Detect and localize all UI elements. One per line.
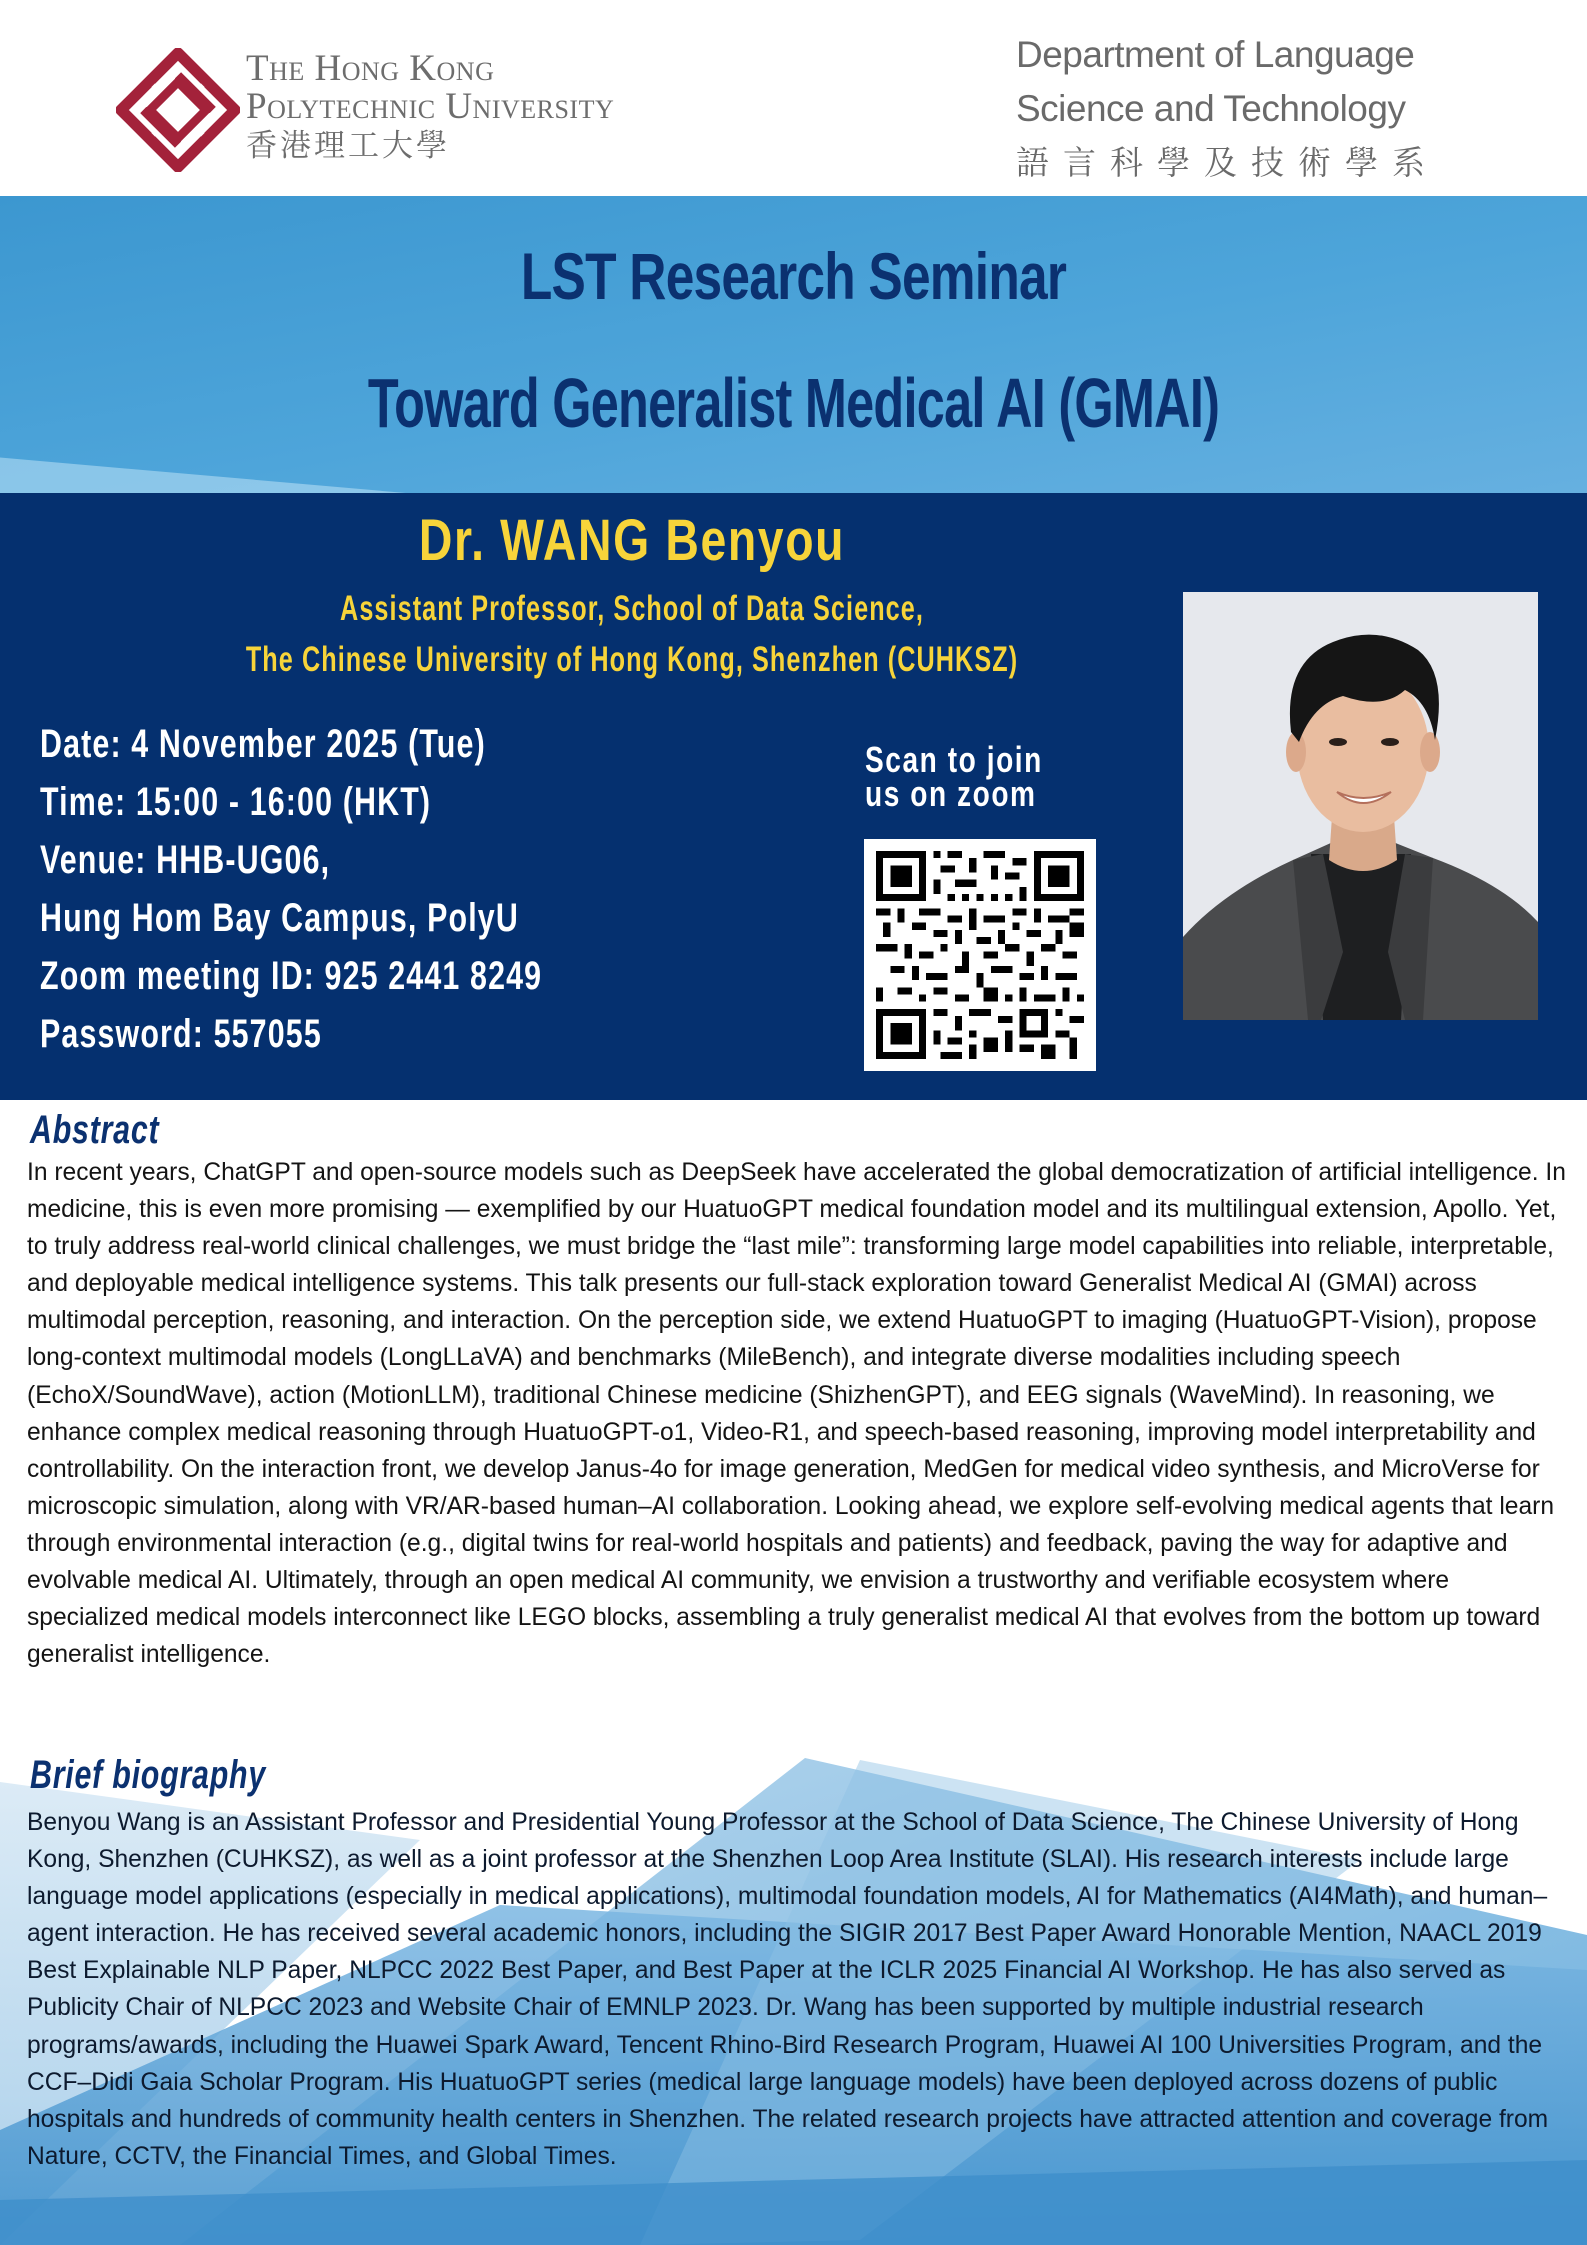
event-details bbox=[40, 715, 701, 1063]
scan-label-line1: Scan to join bbox=[865, 739, 1043, 780]
event-date: Date: 4 November 2025 (Tue) bbox=[40, 722, 486, 766]
speaker-portrait-icon bbox=[1183, 592, 1538, 1020]
decorative-streak bbox=[0, 454, 478, 493]
seminar-series-title: LST Research Seminar bbox=[520, 239, 1067, 313]
speaker-affiliation-line2: The Chinese University of Hong Kong, Shenzhen (CUHKSZ) bbox=[245, 640, 1019, 679]
speaker-name: Dr. WANG Benyou bbox=[418, 508, 846, 573]
university-name-chinese: 香港理工大學 bbox=[246, 128, 450, 163]
scan-label-line2: us on zoom bbox=[865, 773, 1037, 814]
department-chinese: 語言科學及技術學系 bbox=[1016, 144, 1439, 181]
department-line1: Department of Language bbox=[1016, 34, 1415, 75]
university-name bbox=[246, 50, 614, 166]
content-section bbox=[0, 1100, 1587, 2245]
scan-to-join-label bbox=[865, 739, 1043, 814]
speaker-affiliation-line1: Assistant Professor, School of Data Science, bbox=[340, 589, 924, 628]
university-name-line2: Polytechnic University bbox=[246, 86, 615, 127]
zoom-meeting-id: Zoom meeting ID: 925 2441 8249 bbox=[40, 954, 543, 998]
talk-title: Toward Generalist Medical AI (GMAI) bbox=[367, 364, 1220, 442]
biography-text: Benyou Wang is an Assistant Professor and Presidential Young Professor at the School of Data Science, The Chinese University of Hong Kong, Shenzhen (CUHKSZ), as well as a joint professor at the Shenzhen Loop Area Institute (SLAI). His research interests include large language model applications (especially in medical applications), multimodal foundation models, AI for Mathematics (AI4Math), and human–agent interaction. He has received several academic honors, including the SIGIR 2017 Best Paper Award Honorable Mention, NAACL 2019 Best Explainable NLP Paper, NLPCC 2022 Best Paper, and Best Paper at the ICLR 2025 Financial AI Workshop. He has also served as Publicity Chair of NLPCC 2023 and Website Chair of EMNLP 2023. Dr. Wang has been supported by multiple industrial research programs/awards, including the Huawei Spark Award, Tencent Rhino-Bird Research Program, Huawei AI 100 Universities Program, and the CCF–Didi Gaia Scholar Program. His HuatuoGPT series (medical large language models) have been deployed across dozens of public hospitals and hundreds of community health centers in Shenzhen. The related research projects have attracted attention and coverage from Nature, CCTV, the Financial Times, and Global Times. bbox=[27, 1809, 1549, 2170]
qr-code-icon bbox=[876, 851, 1084, 1059]
event-time: Time: 15:00 - 16:00 (HKT) bbox=[40, 780, 432, 824]
abstract-text: In recent years, ChatGPT and open-source models such as DeepSeek have accelerated the global democratization of artificial intelligence. In medicine, this is even more promising — exemplified by our HuatuoGPT medical foundation model and its multilingual extension, Apollo. Yet, to truly address real-world clinical challenges, we must bridge the “last mile”: transforming large model capabilities into reliable, interpretable, and deployable medical intelligence systems. This talk presents our full-stack exploration toward Generalist Medical AI (GMAI) across multimodal perception, reasoning, and interaction. On the perception side, we extend HuatuoGPT to imaging (HuatuoGPT-Vision), propose long-context multimodal models (LongLLaVA) and benchmarks (MileBench), and integrate diverse modalities including speech (EchoX/SoundWave), action (MotionLLM), traditional Chinese medicine (ShizhenGPT), and EEG signals (WaveMind). In reasoning, we enhance complex medical reasoning through HuatuoGPT-o1, Video-R1, and speech-based reasoning, improving model interpretability and controllability. On the interaction front, we develop Janus-4o for image generation, MedGen for medical video synthesis, and MicroVerse for microscopic simulation, along with VR/AR-based human–AI collaboration. Looking ahead, we explore self-evolving medical agents that learn through environmental interaction (e.g., digital twins for real-world hospitals and patients) and feedback, paving the way for adaptive and evolvable medical AI. Ultimately, through an open medical AI community, we envision a trustworthy and verifiable ecosystem where specialized medical models interconnect like LEGO blocks, assembling a truly generalist medical AI that evolves from the bottom up toward generalist intelligence. bbox=[27, 1159, 1566, 1669]
department-line2: Science and Technology bbox=[1016, 88, 1406, 129]
event-venue-line2: Hung Hom Bay Campus, PolyU bbox=[40, 896, 519, 940]
department-name bbox=[1016, 28, 1439, 190]
zoom-password: Password: 557055 bbox=[40, 1012, 322, 1056]
speaker-band bbox=[0, 493, 1587, 1100]
poster-header bbox=[0, 0, 1587, 196]
university-name-line1: The Hong Kong bbox=[246, 48, 495, 89]
zoom-qr-code[interactable] bbox=[864, 839, 1096, 1071]
biography-heading: Brief biography bbox=[30, 1753, 267, 1797]
speaker-photo bbox=[1183, 592, 1538, 1020]
polyu-logo-icon bbox=[116, 48, 240, 172]
abstract-heading: Abstract bbox=[30, 1108, 160, 1152]
title-band bbox=[0, 196, 1587, 493]
event-venue-line1: Venue: HHB-UG06, bbox=[40, 838, 331, 882]
